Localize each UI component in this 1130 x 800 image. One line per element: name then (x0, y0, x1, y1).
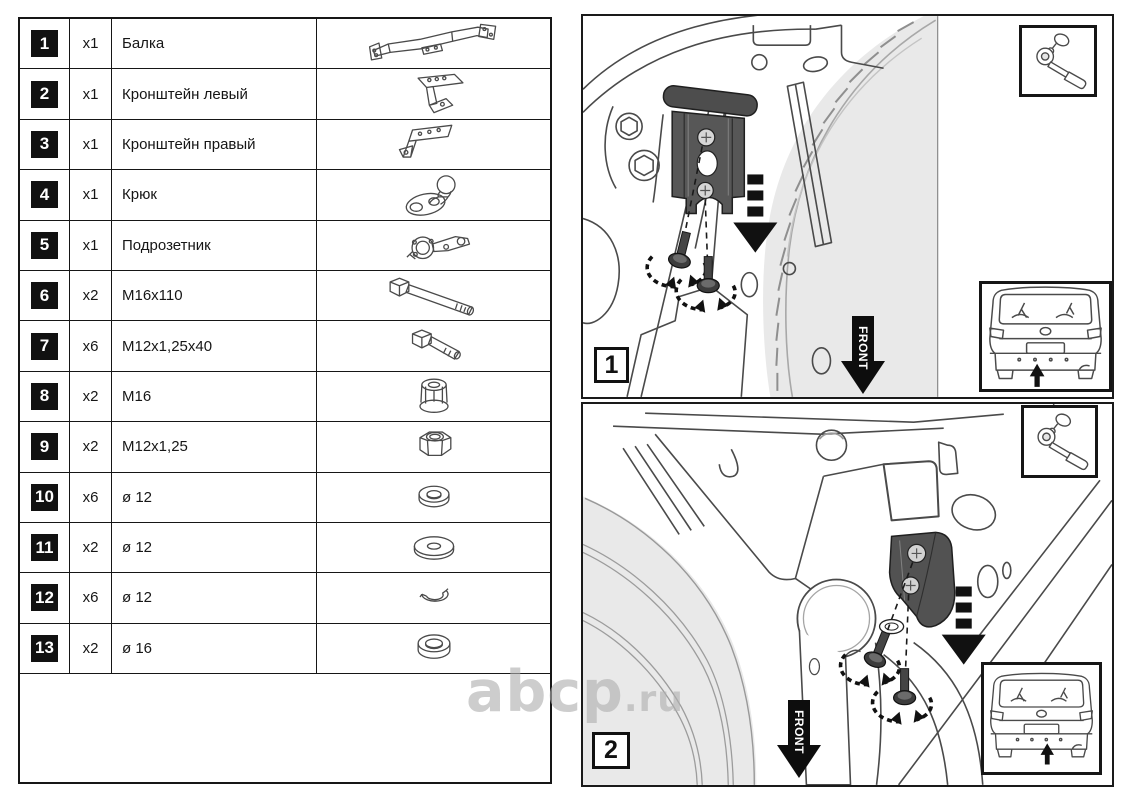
parts-table-row (20, 473, 550, 523)
parts-table-row (20, 523, 550, 573)
car-rear-view (984, 665, 1099, 772)
washer-thick-icon (364, 625, 504, 671)
part-name: Балка (112, 19, 317, 68)
part-number-badge: 7 (31, 333, 58, 360)
part-number-cell (20, 221, 70, 270)
part-number-cell (20, 120, 70, 169)
part-name: Кронштейн левый (112, 69, 317, 118)
car-rear-view (982, 284, 1109, 389)
parts-table-row (20, 19, 550, 69)
front-direction-arrow (777, 700, 821, 778)
spring-washer-icon (364, 575, 504, 621)
part-number-cell (20, 573, 70, 622)
part-image (317, 573, 550, 622)
part-number-cell (20, 624, 70, 673)
parts-table-row (20, 170, 550, 220)
mounting-bracket-drawing (662, 85, 758, 214)
front-label: FRONT (856, 326, 870, 370)
part-image (317, 624, 550, 673)
part-number-cell (20, 271, 70, 320)
part-qty: x6 (70, 573, 112, 622)
parts-table-row (20, 120, 550, 170)
part-image (317, 473, 550, 522)
parts-table-row (20, 422, 550, 472)
part-image (317, 372, 550, 421)
part-image (317, 422, 550, 471)
part-name: M16x110 (112, 271, 317, 320)
part-image (317, 170, 550, 219)
part-name: ø 12 (112, 523, 317, 572)
part-qty: x2 (70, 523, 112, 572)
part-qty: x1 (70, 120, 112, 169)
part-number-badge: 10 (31, 484, 58, 511)
part-image (317, 19, 550, 68)
watermark-suffix: .ru (623, 679, 684, 720)
part-name: Кронштейн правый (112, 120, 317, 169)
mounting-bracket-drawing (880, 532, 955, 633)
part-number-cell (20, 372, 70, 421)
car-location-inset (981, 662, 1102, 775)
part-name: ø 12 (112, 573, 317, 622)
parts-table (18, 17, 552, 784)
ratchet-wrench-icon (1022, 28, 1094, 94)
part-qty: x1 (70, 170, 112, 219)
parts-table-row (20, 372, 550, 422)
part-number-cell (20, 321, 70, 370)
part-qty: x6 (70, 473, 112, 522)
parts-table-row (20, 221, 550, 271)
part-number-badge: 4 (31, 181, 58, 208)
car-location-inset (979, 281, 1112, 392)
parts-table-row (20, 271, 550, 321)
part-image (317, 523, 550, 572)
part-name: M12x1,25x40 (112, 321, 317, 370)
part-number-cell (20, 473, 70, 522)
part-number-badge: 1 (31, 30, 58, 57)
socket-plate-icon (364, 222, 504, 268)
part-qty: x2 (70, 271, 112, 320)
part-qty: x6 (70, 321, 112, 370)
torque-wrench-inset (1021, 405, 1098, 478)
part-number-badge: 13 (31, 635, 58, 662)
beam-icon (364, 21, 504, 67)
part-image (317, 69, 550, 118)
ratchet-wrench-icon (1024, 408, 1095, 475)
parts-table-row (20, 573, 550, 623)
bolt-icon (697, 257, 719, 293)
part-qty: x1 (70, 19, 112, 68)
parts-table-rows (20, 19, 550, 674)
parts-table-row (20, 624, 550, 674)
part-name: Крюк (112, 170, 317, 219)
part-name: ø 12 (112, 473, 317, 522)
part-qty: x1 (70, 69, 112, 118)
parts-table-row (20, 321, 550, 371)
tow-ball-icon (364, 172, 504, 218)
location-arrow-icon (1041, 743, 1054, 764)
part-number-badge: 11 (31, 534, 58, 561)
part-number-cell (20, 69, 70, 118)
part-number-badge: 3 (31, 131, 58, 158)
part-number-badge: 5 (31, 232, 58, 259)
part-qty: x2 (70, 624, 112, 673)
part-image (317, 321, 550, 370)
front-direction-arrow (841, 316, 885, 394)
part-name: ø 16 (112, 624, 317, 673)
part-image (317, 271, 550, 320)
lock-nut-icon (364, 373, 504, 419)
part-image (317, 120, 550, 169)
bolt-short-icon (364, 323, 504, 369)
part-number-cell (20, 422, 70, 471)
bolt-long-icon (364, 273, 504, 319)
parts-table-row (20, 69, 550, 119)
bracket-left-icon (364, 71, 504, 117)
part-number-badge: 8 (31, 383, 58, 410)
part-qty: x2 (70, 372, 112, 421)
part-qty: x1 (70, 221, 112, 270)
step-number-badge: 1 (594, 347, 629, 383)
watermark-text: abcp (466, 659, 624, 725)
front-label: FRONT (792, 710, 806, 754)
part-number-cell (20, 523, 70, 572)
part-number-cell (20, 170, 70, 219)
part-qty: x2 (70, 422, 112, 471)
part-name: M16 (112, 372, 317, 421)
part-image (317, 221, 550, 270)
washer-large-icon (364, 525, 504, 571)
step-number-badge: 2 (592, 732, 630, 769)
bracket-right-icon (364, 121, 504, 167)
part-number-badge: 9 (31, 433, 58, 460)
part-number-badge: 2 (31, 81, 58, 108)
part-number-badge: 6 (31, 282, 58, 309)
washer-small-icon (364, 474, 504, 520)
location-arrow-icon (1030, 364, 1045, 387)
step-2-panel (581, 402, 1114, 787)
parts-table-empty-cell (20, 674, 550, 782)
step-1-panel (581, 14, 1114, 399)
torque-wrench-inset (1019, 25, 1097, 97)
hex-nut-icon (364, 424, 504, 470)
bolt-icon (667, 230, 697, 270)
bolt-icon (894, 669, 916, 705)
part-name: Подрозетник (112, 221, 317, 270)
part-number-cell (20, 19, 70, 68)
part-name: M12x1,25 (112, 422, 317, 471)
part-number-badge: 12 (31, 584, 58, 611)
